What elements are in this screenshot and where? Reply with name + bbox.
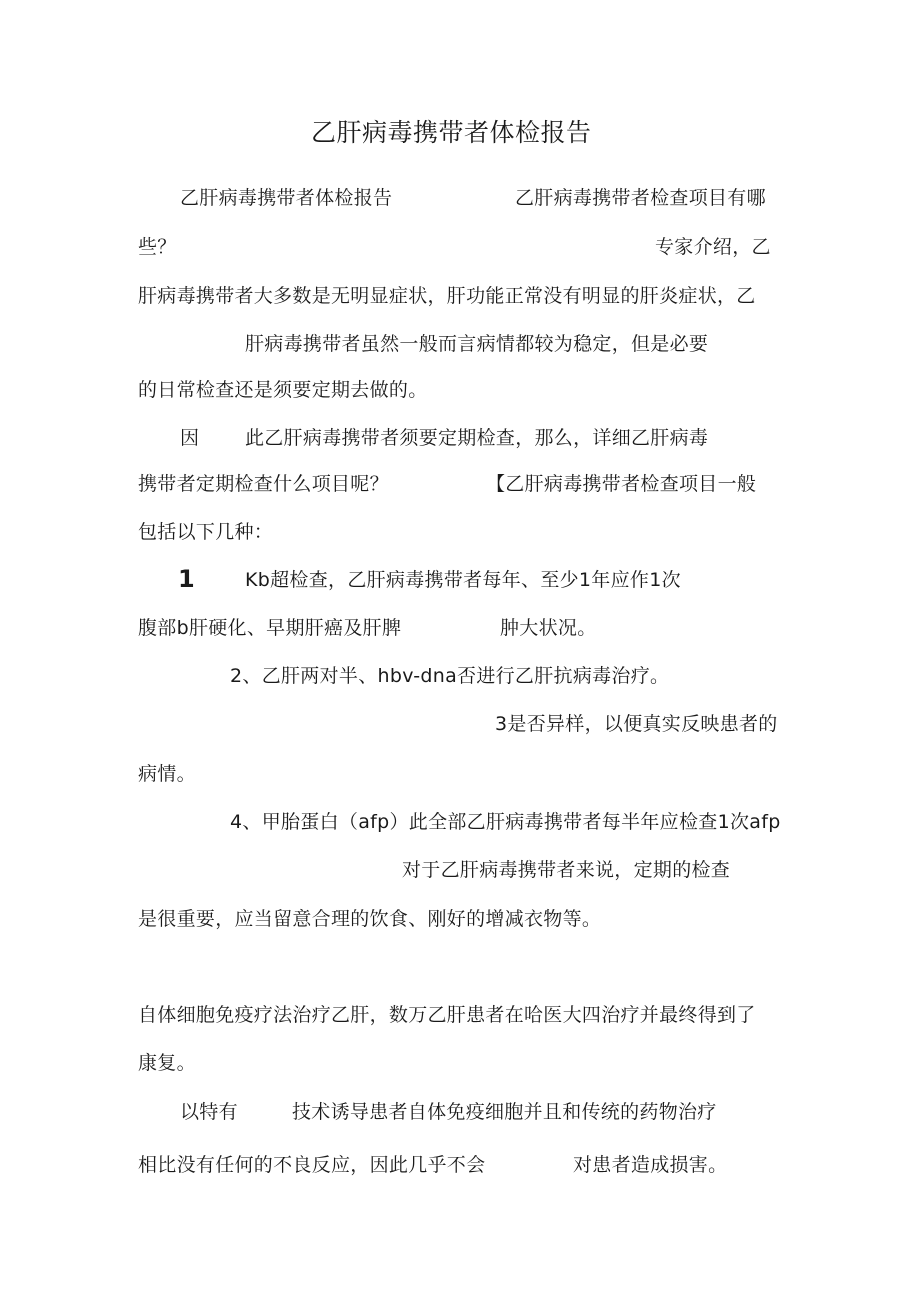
text-line: 对患者造成损害。: [573, 1154, 728, 1176]
text-line: 专家介绍，乙: [655, 236, 771, 258]
text-line: 2、乙肝两对半、hbv-dna否进行乙肝抗病毒治疗。: [230, 665, 670, 687]
text-line: 自体细胞免疫疗法治疗乙肝，数万乙肝患者在哈医大四治疗并最终得到了: [138, 1004, 756, 1026]
list-number: 1: [178, 565, 195, 593]
text-line: 是很重要，应当留意合理的饮食、刚好的增减衣物等。: [138, 908, 602, 930]
text-line: 肿大状况。: [500, 617, 597, 639]
text-line: 对于乙肝病毒携带者来说，定期的检查: [402, 859, 731, 881]
text-line: 乙肝病毒携带者体检报告: [180, 187, 393, 209]
text-line: Kb超检查，乙肝病毒携带者每年、至少1年应作1次: [245, 569, 681, 591]
text-line: 肝病毒携带者虽然一般而言病情都较为稳定，但是必要: [245, 333, 709, 355]
text-line: 肝病毒携带者大多数是无明显症状，肝功能正常没有明显的肝炎症状，乙: [138, 285, 756, 307]
text-line: 以特有: [180, 1101, 238, 1123]
text-line: 因: [180, 427, 200, 449]
text-line: 乙肝病毒携带者检查项目有哪: [515, 187, 766, 209]
text-line: 病情。: [138, 763, 196, 785]
text-line: 包括以下几种：: [138, 521, 274, 543]
text-line: 3是否异样，以便真实反映患者的: [495, 713, 778, 735]
text-line: 【乙肝病毒携带者检查项目一般: [486, 473, 757, 495]
text-line: 的日常检查还是须要定期去做的。: [138, 379, 428, 401]
text-line: 此乙肝病毒携带者须要定期检查，那么，详细乙肝病毒: [245, 427, 709, 449]
document-title: 乙肝病毒携带者体检报告: [311, 118, 592, 147]
text-line: 些？: [138, 236, 177, 258]
text-line: 相比没有任何的不良反应，因此几乎不会: [138, 1154, 486, 1176]
text-line: 携带者定期检查什么项目呢？: [138, 473, 389, 495]
text-line: 技术诱导患者自体免疫细胞并且和传统的药物治疗: [292, 1101, 717, 1123]
text-line: 康复。: [138, 1052, 196, 1074]
text-line: 腹部b肝硬化、早期肝癌及肝脾: [138, 617, 402, 639]
text-line: 4、甲胎蛋白（afp）此全部乙肝病毒携带者每半年应检查1次afp: [230, 811, 781, 833]
